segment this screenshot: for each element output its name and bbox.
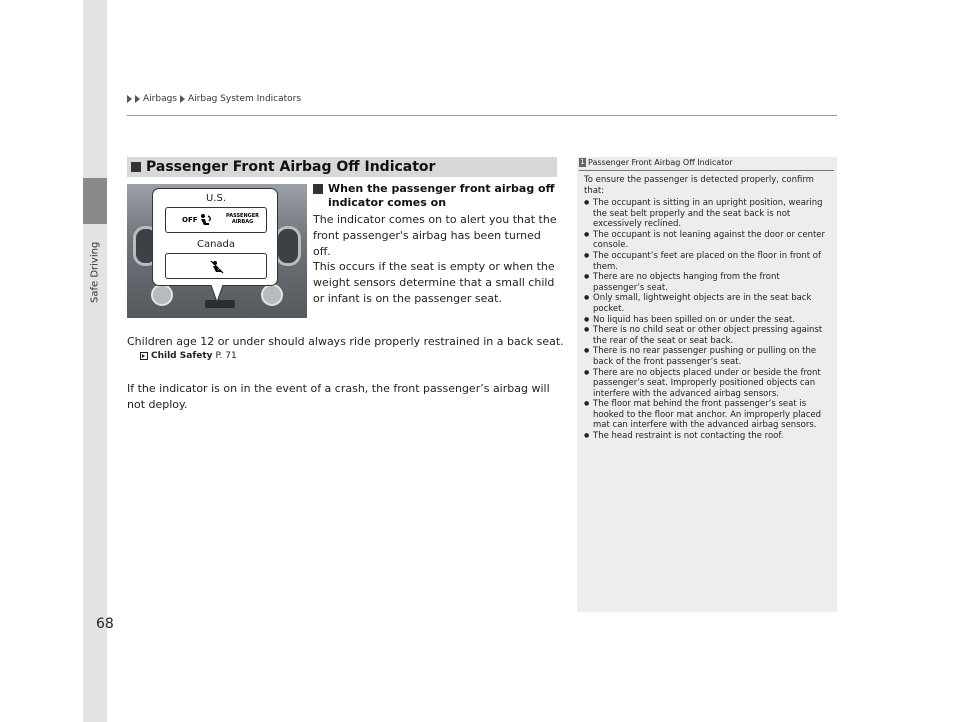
passenger-airbag-icon bbox=[199, 213, 213, 227]
passenger-text: PASSENGER bbox=[226, 213, 260, 219]
climate-knob-left bbox=[151, 284, 173, 306]
canada-label: Canada bbox=[196, 239, 236, 250]
subsection-square-icon bbox=[313, 184, 323, 194]
cross-reference-label[interactable]: Child Safety bbox=[151, 351, 213, 361]
list-item: ● There is no rear passenger pushing or pulling on the back of the front passenger’s seat. bbox=[584, 346, 832, 367]
indicator-callout bbox=[152, 188, 278, 286]
section-title: Passenger Front Airbag Off Indicator bbox=[146, 159, 436, 175]
section-square-icon bbox=[131, 162, 141, 172]
cross-reference-page[interactable]: P. 71 bbox=[215, 351, 237, 361]
paragraph-seat-empty: This occurs if the seat is empty or when the weight sensors determine that a small child or infant is on the passenger seat. bbox=[313, 260, 555, 305]
airbag-text: AIRBAG bbox=[231, 219, 254, 225]
paragraph-children: Children age 12 or under should always ride properly restrained in a back seat. bbox=[127, 335, 564, 348]
list-item: ● The occupant is not leaning against the door or center console. bbox=[584, 230, 832, 251]
page-number: 68 bbox=[96, 616, 114, 632]
side-tab-marker bbox=[83, 178, 107, 224]
list-item: ● The floor mat behind the front passenger’s seat is hooked to the floor mat anchor. An improperly placed mat can interfere with the advanced airbag sensors. bbox=[584, 399, 832, 431]
section-header bbox=[127, 157, 557, 177]
us-label: U.S. bbox=[205, 193, 227, 204]
passenger-airbag-text bbox=[226, 213, 259, 225]
list-item: ● There are no objects placed under or beside the front passenger’s seat. Improperly positioned objects can interfere with the advanced airbag sensors. bbox=[584, 368, 832, 400]
note-number-badge: 1 bbox=[580, 158, 585, 166]
cross-reference-icon bbox=[140, 352, 148, 360]
side-tab bbox=[83, 0, 107, 722]
subsection-heading bbox=[313, 182, 558, 210]
paragraph-crash: If the indicator is on in the event of a crash, the front passenger’s airbag will not deploy. bbox=[127, 382, 550, 411]
off-text: OFF bbox=[182, 216, 198, 224]
header-divider bbox=[127, 115, 837, 116]
breadcrumb-arrow-icon bbox=[180, 95, 185, 103]
cross-reference[interactable] bbox=[140, 351, 237, 361]
note-checklist bbox=[584, 198, 832, 442]
breadcrumb-arrow-icon bbox=[135, 95, 140, 103]
breadcrumb-item-airbags[interactable]: Airbags bbox=[143, 94, 177, 104]
note-heading bbox=[579, 158, 733, 167]
note-intro: To ensure the passenger is detected properly, confirm that: bbox=[584, 175, 814, 196]
side-tab-label: Safe Driving bbox=[89, 241, 101, 303]
list-item: ● No liquid has been spilled on or under the seat. bbox=[584, 315, 832, 326]
callout-pointer bbox=[210, 285, 224, 303]
breadcrumb-arrow-icon bbox=[127, 95, 132, 103]
breadcrumb bbox=[127, 94, 301, 104]
subsection-title: When the passenger front airbag off indicator comes on bbox=[328, 182, 555, 209]
us-indicator-panel bbox=[165, 207, 267, 233]
breadcrumb-item-indicators[interactable]: Airbag System Indicators bbox=[188, 94, 302, 104]
list-item: ● There are no objects hanging from the front passenger’s seat. bbox=[584, 272, 832, 293]
paragraph-indicator-alert: The indicator comes on to alert you that the front passenger's airbag has been turned off. bbox=[313, 213, 557, 258]
list-item: ● The occupant is sitting in an upright position, wearing the seat belt properly and the seat back is not excessively reclined. bbox=[584, 198, 832, 230]
climate-knob-right bbox=[261, 284, 283, 306]
canada-indicator-panel bbox=[165, 253, 267, 279]
note-title: Passenger Front Airbag Off Indicator bbox=[588, 158, 733, 167]
list-item: ● The head restraint is not contacting the roof. bbox=[584, 431, 832, 442]
list-item: ● There is no child seat or other object pressing against the rear of the seat or seat back. bbox=[584, 325, 832, 346]
passenger-airbag-off-icon bbox=[210, 260, 224, 274]
note-divider bbox=[579, 170, 834, 171]
list-item: ● The occupant’s feet are placed on the floor in front of them. bbox=[584, 251, 832, 272]
list-item: ● Only small, lightweight objects are in the seat back pocket. bbox=[584, 293, 832, 314]
